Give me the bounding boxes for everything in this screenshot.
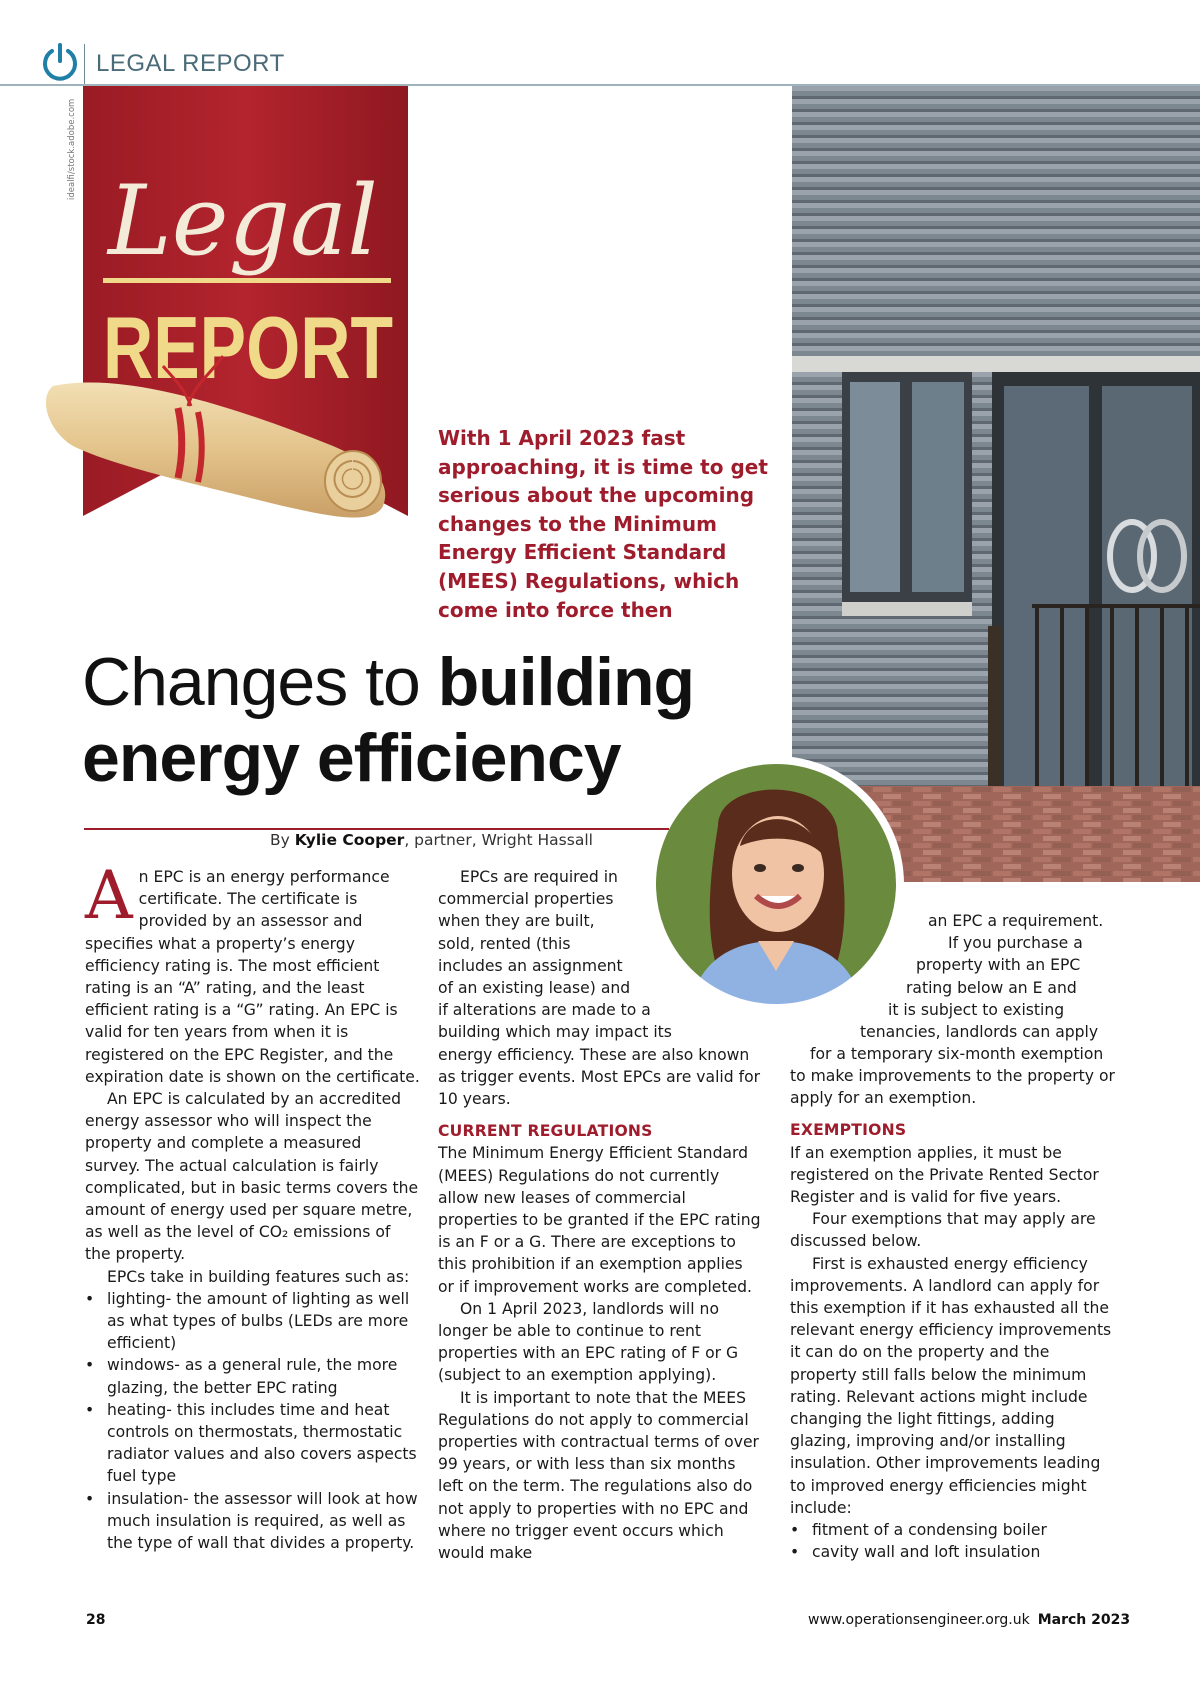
text-line: for a temporary six-month exemption xyxy=(810,1045,1104,1064)
paragraph: energy efficiency. These are also known as trigger events. Most EPCs are valid for 10 years. xyxy=(438,1045,761,1109)
improvements-list xyxy=(790,1519,1120,1563)
byline-prefix: By xyxy=(270,831,295,849)
feature-list xyxy=(85,1288,420,1554)
paragraph: First is exhausted energy efficiency improvements. A landlord can apply for this exemption if it has exhausted all the relevant energy efficiency improvements it can do on the property and the property still falls below the minimum rating. Relevant actions might include changing the light fittings, adding glazing, improving and/or installing insulation. Other improvements leading to improved energy efficiencies might include: xyxy=(790,1254,1112,1517)
text-line: If you purchase a xyxy=(948,934,1083,953)
photo-credit xyxy=(64,96,78,200)
standfirst-line: come into force then xyxy=(438,597,673,622)
byline xyxy=(270,831,593,849)
power-icon xyxy=(40,42,80,82)
text-line: EPCs are required in xyxy=(460,868,618,886)
list-item: • cavity wall and loft insulation xyxy=(812,1541,1120,1563)
text-line: property with an EPC xyxy=(916,956,1081,975)
paragraph: EPCs take in building features such as: xyxy=(107,1267,410,1286)
list-item: • windows- as a general rule, the more glazing, the better EPC rating xyxy=(107,1354,420,1398)
text-line: commercial properties xyxy=(438,890,614,909)
banner-report-text: REPORT xyxy=(103,298,393,397)
standfirst-line: changes to the Minimum xyxy=(438,511,717,536)
banner-legal-text: Legal xyxy=(108,165,378,277)
headline-light: Changes to xyxy=(82,644,438,720)
standfirst-line: approaching, it is time to get xyxy=(438,454,768,479)
paragraph: An EPC is calculated by an accredited energy assessor who will inspect the property and complete a measured survey. The actual calculation is fairly complicated, but in basic terms covers the amount of energy used per square metre, as well as the level of CO₂ emissions of the property. xyxy=(85,1090,419,1264)
footer-issue: March 2023 xyxy=(1037,1612,1131,1628)
paragraph: n EPC is an energy performance certificate. The certificate is provided by an assessor and specifies what a property’s energy efficiency rating is. The most efficient rating is an “A” rating, and the least efficient rating is a “G” rating. An EPC is valid for ten years from when it is registered on the EPC Register, and the expiration date is shown on the certificate. xyxy=(85,868,420,1086)
headline xyxy=(82,644,694,796)
paragraph: The Minimum Energy Efficient Standard (MEES) Regulations do not currently allow new leases of commercial properties to be granted if the EPC rating is an F or a G. There are exceptions to this prohibition if an exemption applies or if improvement works are completed. xyxy=(438,1144,761,1296)
standfirst-line: serious about the upcoming xyxy=(438,483,755,508)
text-line: an EPC a requirement. xyxy=(928,912,1104,930)
text-line: of an existing lease) and xyxy=(438,979,631,998)
footer-url[interactable]: www.operationsengineer.org.uk xyxy=(808,1612,1030,1628)
subhead-exemptions: EXEMPTIONS xyxy=(790,1121,907,1140)
text-line: sold, rented (this xyxy=(438,934,571,953)
legal-report-banner xyxy=(83,86,413,516)
text-line: rating below an E and xyxy=(906,978,1077,997)
subhead-current-regulations: CURRENT REGULATIONS xyxy=(438,1122,653,1141)
paragraph: On 1 April 2023, landlords will no longer be able to continue to rent properties with an EPC rating of F or G (subject to an exemption applying). xyxy=(438,1299,739,1385)
page-number: 28 xyxy=(86,1612,106,1628)
byline-rule xyxy=(84,828,669,830)
text-line: if alterations are made to a xyxy=(438,1001,651,1020)
paragraph: It is important to note that the MEES Regulations do not apply to commercial properties with contractual terms of over 99 years, or with less than six months left on the term. The regulations also do not apply to properties with no EPC and where no trigger event occurs which would make xyxy=(438,1388,759,1563)
standfirst-line: Energy Efficient Standard xyxy=(438,540,727,565)
paragraph: If an exemption applies, it must be registered on the Private Rented Sector Register and is valid for five years. xyxy=(790,1143,1099,1207)
footer-info xyxy=(808,1612,1130,1628)
text-line: building which may impact its xyxy=(438,1023,672,1042)
headline-bold: building xyxy=(437,644,695,720)
byline-role: , partner, Wright Hassall xyxy=(404,831,593,849)
body-column-2 xyxy=(438,866,763,1564)
list-item: • insulation- the assessor will look at how much insulation is required, as well as the type of wall that divides a property. xyxy=(107,1488,420,1555)
paragraph: to make improvements to the property or apply for an exemption. xyxy=(790,1067,1115,1108)
list-item: • heating- this includes time and heat controls on thermostats, thermostatic radiator values and also covers aspects fuel type xyxy=(107,1399,420,1488)
standfirst-line: (MEES) Regulations, which xyxy=(438,568,740,593)
text-line: includes an assignment xyxy=(438,956,623,975)
text-line: when they are built, xyxy=(438,912,595,931)
standfirst xyxy=(438,424,768,624)
paragraph xyxy=(438,866,763,1044)
text-line: tenancies, landlords can apply xyxy=(860,1023,1099,1042)
drop-cap: A xyxy=(85,857,133,934)
headline-bold-line2: energy efficiency xyxy=(82,720,621,796)
section-title: LEGAL REPORT xyxy=(96,50,285,77)
standfirst-line: With 1 April 2023 fast xyxy=(438,426,686,450)
list-item: • lighting- the amount of lighting as well as what types of bulbs (LEDs are more efficient) xyxy=(107,1288,420,1355)
text-line: it is subject to existing xyxy=(888,1000,1065,1019)
header-divider xyxy=(84,44,85,84)
body-column-3-lead xyxy=(790,910,1120,1065)
byline-author: Kylie Cooper xyxy=(294,831,405,849)
svg-text:idealfi/stock.adobe.com: idealfi/stock.adobe.com xyxy=(67,98,77,200)
paragraph: Four exemptions that may apply are discussed below. xyxy=(790,1210,1096,1251)
body-column-3 xyxy=(790,1065,1120,1563)
body-column-1 xyxy=(85,857,420,1554)
list-item: • fitment of a condensing boiler xyxy=(812,1519,1120,1541)
